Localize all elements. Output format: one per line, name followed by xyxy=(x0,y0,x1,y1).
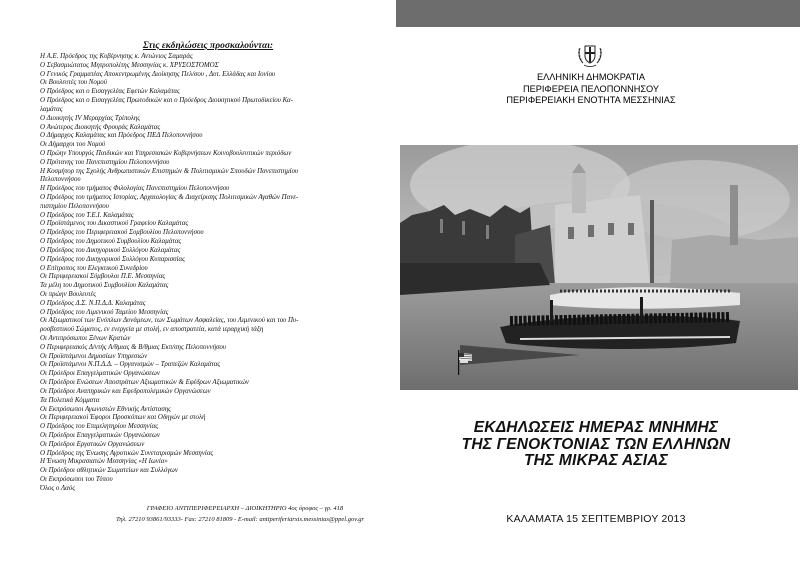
invitee-list-item: Οι Πρόεδροι αθλητικών Σωματείων και Συλλόγων xyxy=(40,467,178,475)
invitee-list-item: Ο Δήμαρχος Καλαμάτας και Πρόεδρος ΠΕΔ Πελοποννήσου xyxy=(40,132,203,140)
invitee-list-item: Πελοποννήσου xyxy=(40,176,81,184)
invitee-list-item: Ο Πρόεδρος Δ.Σ. Ν.Π.Δ.Δ. Καλαμάτας xyxy=(40,299,146,307)
invitee-list-item: Η Α.Ε. Πρόεδρος της Κυβέρνησης κ. Αντώνιος Σαμαράς xyxy=(40,53,193,60)
invitee-list-item: Ο Πρόεδρος του Δικηγορικού Συλλόγου Καλαμάτας xyxy=(40,246,181,254)
invitee-list-item: Ο Πρόεδρος της Ένωσης Αγροτικών Συνεταιρισμών Μεσσηνίας xyxy=(40,449,214,457)
historical-smyrna-harbor-photo xyxy=(400,145,798,390)
invitee-list-item: Ο Ανώτερος Διοικητής Φρουράς Καλαμάτας xyxy=(40,123,161,131)
invitee-list-item: Οι Βουλευτές του Νομού xyxy=(40,79,107,87)
headline-line-3: ΤΗΣ ΜΙΚΡΑΣ ΑΣΙΑΣ xyxy=(524,452,668,469)
invitee-list-item: Οι Πρόεδροι Επαγγελματικών Οργανώσεων xyxy=(40,431,160,439)
footer-office-address: ΓΡΑΦΕΙΟ ΑΝΤΙΠΕΡΙΦΕΡΕΙΑΡΧΗ – ΔΙΟΙΚΗΤΗΡΙΟ 4ος όροφος – γρ. 418 xyxy=(146,505,344,512)
invitee-list-item: Οι Αντιπρόσωποι Ξένων Κρατών xyxy=(40,335,131,342)
invitee-list-item: Ο Πρόεδρος και ο Εισαγγελέας Εφετών Καλαμάτας xyxy=(40,88,180,96)
invitee-list-item: Ο Επίτροπος του Ελεγκτικού Συνεδρίου xyxy=(40,264,148,272)
invitee-list-item: Όλος ο Λαός xyxy=(40,484,75,492)
authority-line-country: ΕΛΛΗΝΙΚΗ ΔΗΜΟΚΡΑΤΙΑ xyxy=(537,72,645,82)
headline-line-1: ΕΚΔΗΛΩΣΕΙΣ ΗΜΕΡΑΣ ΜΝΗΜΗΣ xyxy=(473,419,719,436)
invitee-list-item: λαμάτας xyxy=(40,105,63,113)
invitee-list-item: Ο Πρόεδρος του τμήματος Ιστορίας, Αρχαιολογίας & Διαχείρισης Πολιτισμικών Αγαθών Πανε- xyxy=(40,194,299,201)
invitee-list-item: Ο Περιφερειακός Δ/ντής Α/θμιας & Β/θμιας Εκπ/σης Πελοποννήσου xyxy=(40,343,227,351)
footer-contact-details: Τηλ. 27210 93861/93333- Fax: 27210 81809 - E-mail: antiperiferiarxis.messinias@ppel.gov.gr xyxy=(115,516,365,523)
invitees-list xyxy=(40,53,392,494)
invitee-list-item: Η Πρόεδρος του τμήματος Φιλολογίας Πανεπιστημίου Πελοποννήσου xyxy=(40,185,230,193)
invitee-list-item: Οι πρώην Βουλευτές xyxy=(40,290,97,298)
invitee-list-item: Ο Πρόεδρος και ο Εισαγγελέας Πρωτοδικών και ο Πρόεδρος Διοικητικού Πρωτοδικείου Κα- xyxy=(40,97,293,105)
invitee-list-item: Τα Πολιτικά Κόμματα xyxy=(40,396,100,404)
invitee-list-item: Οι Προϊστάμενοι Ν.Π.Δ.Δ. – Οργανισμών – Τραπεζών Καλαμάτας xyxy=(40,361,221,369)
invitee-list-item: Ο Γενικός Γραμματέας Αποκεντρωμένης Διοίκησης Πελ/σου , Δυτ. Ελλάδας και Ιονίου xyxy=(40,70,276,78)
invitations-panel xyxy=(0,0,395,566)
invitees-title: Στις εκδηλώσεις προσκαλούνται: xyxy=(142,41,274,51)
invitee-list-item: Οι Εκπρόσωποι του Τύπου xyxy=(40,476,113,483)
invitee-list-item: Ο Πρόεδρος του Περιφερειακού Συμβουλίου Πελοποννήσου xyxy=(40,229,204,237)
invitee-list-item: Η Κοσμήτορ της Σχολής Ανθρωπιστικών Επιστημών & Πολιτισμικών Σπουδών Πανεπιστημίου xyxy=(40,167,299,175)
invitee-list-item: Ο Σεβασμιώτατος Μητροπολίτης Μεσσηνίας κ. ΧΡΥΣΟΣΤΟΜΟΣ xyxy=(40,61,219,69)
invitee-list-item: Οι Περιφερειακοί Έφοροι Προσκόπων και Οδηγών με στολή xyxy=(40,414,206,422)
invitee-list-item: Ο Διοικητής IV Μεραρχίας Τρίπολης xyxy=(40,114,141,122)
issuing-authority xyxy=(436,72,746,107)
authority-line-unit: ΠΕΡΙΦΕΡΕΙΑΚΗ ΕΝΟΤΗΤΑ ΜΕΣΣΗΝΙΑΣ xyxy=(506,95,676,105)
cover-panel xyxy=(396,0,800,566)
invitee-list-item: Ο Πρόεδρος του Τ.Ε.Ι. Καλαμάτας xyxy=(40,211,134,219)
invitee-list-item: Ο Προϊστάμενος του Δικαστικού Γραφείου Καλαμάτας xyxy=(40,220,189,228)
invitee-list-item: Οι Πρόεδροι Επαγγελματικών Οργανώσεων xyxy=(40,370,160,378)
invitee-list-item: Ο Πρόεδρος του Δικηγορικού Συλλόγου Κυπαρισσίας xyxy=(40,255,185,263)
event-place-date: ΚΑΛΑΜΑΤΑ 15 ΣΕΠΤΕΜΒΡΙΟΥ 2013 xyxy=(506,513,686,525)
headline-line-2: ΤΗΣ ΓΕΝΟΚΤΟΝΙΑΣ ΤΩΝ ΕΛΛΗΝΩΝ xyxy=(461,435,731,453)
authority-line-region: ΠΕΡΙΦΕΡΕΙΑ ΠΕΛΟΠΟΝΝΗΣΟΥ xyxy=(522,83,660,94)
invitee-list-item: Ο Πρόεδρος του Λιμενικού Ταμείου Μεσσηνίας xyxy=(40,308,169,316)
invitee-list-item: Ο Πρώην Υπουργός Παιδικών και Υπηρεσιακών Κυβερνήσεων Κοινοβουλευτικών περιόδων xyxy=(40,149,292,157)
greek-coat-of-arms-icon xyxy=(577,41,603,71)
invitee-list-item: πιστημίου Πελοποννήσου xyxy=(40,202,109,210)
invitee-list-item: Τα μέλη του Δημοτικού Συμβουλίου Καλαμάτας xyxy=(40,282,169,290)
invitee-list-item: Οι Αξιωματικοί των Ενόπλων Δυνάμεων, των Σωμάτων Ασφαλείας, του Λιμενικού και του Πυ- xyxy=(40,317,299,325)
invitee-list-item: Οι Εκπρόσωποι Αγωνιστών Εθνικής Αντίστασης xyxy=(40,405,171,413)
invitee-list-item: Οι Πρόεδροι Αναπηρικών και Εφεδροπολεμικών Οργανώσεων xyxy=(40,387,211,395)
invitee-list-item: ροσβεστικού Σώματος, εν ενεργεία με στολή, εν αποστρατεία, κατά ιεραρχική τάξη xyxy=(40,326,264,334)
invitee-list-item: Οι Περιφερειακοί Σύμβουλοι Π.Ε. Μεσσηνίας xyxy=(40,273,166,281)
invitee-list-item: Οι Πρόεδροι Εργατικών Οργανώσεων xyxy=(40,440,145,448)
invitee-list-item: Η Ένωση Μικρασιατών Μεσσηνίας «Η Ιωνία» xyxy=(40,458,168,466)
invitee-list-item: Ο Πρόεδρος του Δημοτικού Συμβουλίου Καλαμάτας xyxy=(40,238,182,246)
invitee-list-item: Οι Προϊστάμενοι Δημοσίων Υπηρεσιών xyxy=(40,352,148,360)
invitee-list-item: Οι Δήμαρχοι του Νομού xyxy=(40,141,106,149)
invitee-list-item: Οι Πρόεδροι Ενώσεων Αποστράτων Αξιωματικών & Εφέδρων Αξιωματικών xyxy=(40,379,249,387)
cover-headline xyxy=(416,420,776,470)
invitee-list-item: Ο Πρύτανης του Πανεπιστημίου Πελοποννήσου xyxy=(40,158,170,166)
top-gray-band xyxy=(396,0,800,27)
invitee-list-item: Ο Πρόεδρος του Επιμελητηρίου Μεσσηνίας xyxy=(40,423,159,431)
